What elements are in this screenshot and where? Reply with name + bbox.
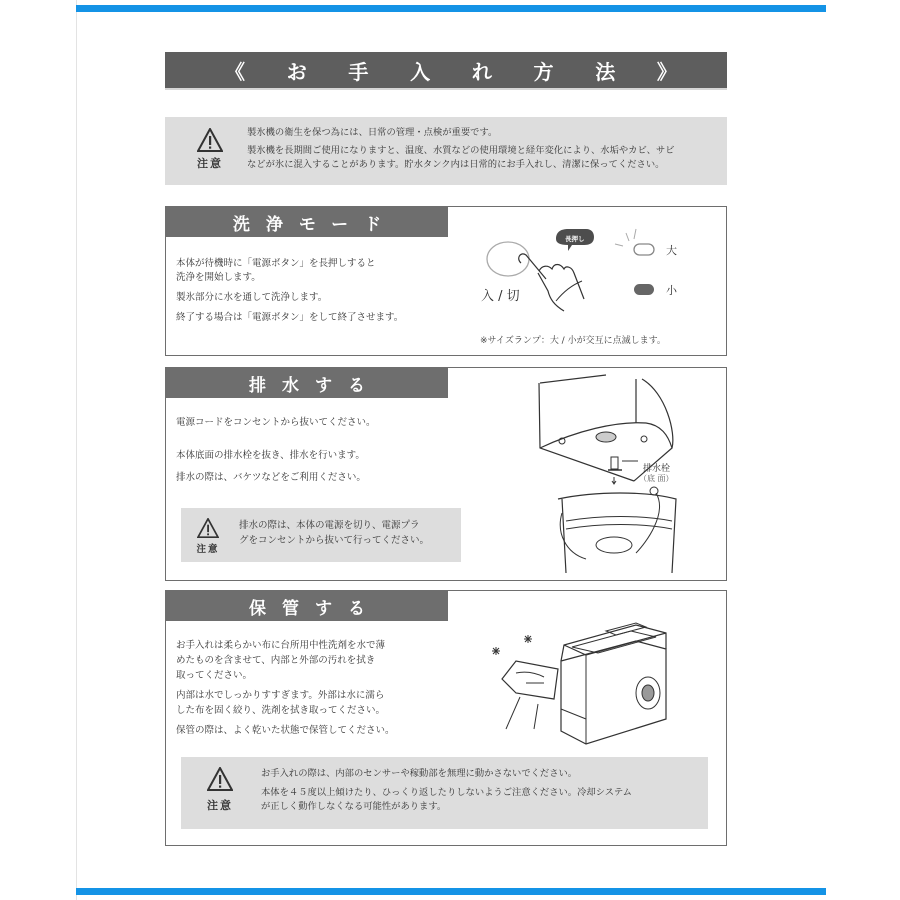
title-left-bracket: 《: [225, 59, 245, 84]
section-header: [166, 591, 448, 621]
caution-line: お手入れの際は、内部のセンサーや稼動部を無理に動かさないでください。: [261, 768, 578, 779]
section-header: [166, 368, 448, 398]
body-line: 電源コードをコンセントから抜いてください。: [176, 417, 376, 428]
section-body: [176, 416, 376, 484]
section-drain: [165, 367, 727, 581]
caution-text: [239, 518, 429, 562]
title-char: 手: [348, 59, 369, 84]
drain-illustration: [496, 373, 726, 578]
body-line: 本体底面の排水栓を抜き、排水を行います。: [176, 450, 365, 461]
bottom-accent-bar: [76, 888, 826, 895]
title-char: 法: [595, 59, 616, 84]
body-line: お手入れは柔らかい布に台所用中性洗剤を水で薄: [176, 640, 386, 651]
lamp-small-label: 小: [666, 284, 677, 297]
title-char: お: [286, 59, 307, 84]
body-line: めたものを含ませて、内部と外部の汚れを拭き: [176, 655, 376, 666]
caution-label: 注意: [196, 544, 220, 555]
section-body: [176, 638, 395, 738]
long-press-bubble: 長押し: [565, 235, 585, 243]
top-accent-bar: [76, 5, 826, 12]
body-line: 内部は水でしっかりすすぎます。外部は水に濡ら: [176, 690, 385, 701]
body-line: 排水の際は、バケツなどをご利用ください。: [176, 472, 366, 483]
section-title: 排水する: [249, 375, 381, 396]
long-press-hand-illustration: [476, 221, 716, 331]
title-right-bracket: 》: [656, 59, 677, 84]
caution-label: 注意: [197, 157, 223, 170]
cleaning-mode-illustration: [476, 221, 716, 351]
drain-plug-sublabel: （底 面）: [639, 474, 674, 483]
caution-line: 本体を４５度以上傾けたり、ひっくり返したりしないようご注意ください。冷却システム: [261, 787, 632, 798]
caution-badge: [195, 128, 225, 185]
intro-text: [247, 126, 675, 185]
storage-caution-box: [181, 757, 708, 829]
caution-line: グをコンセントから抜いて行ってください。: [239, 535, 430, 546]
drain-caution-box: [181, 508, 461, 562]
section-cleaning-mode: [165, 206, 727, 356]
caution-text: [261, 767, 632, 829]
body-line: 終了する場合は「電源ボタン」をして終了させます。: [176, 312, 404, 323]
caution-label: 注意: [207, 799, 233, 812]
caution-badge: [205, 767, 235, 829]
intro-caution-box: [165, 117, 727, 185]
section-header: [166, 207, 448, 237]
intro-line: 製氷機を長期間ご使用になりますと、温度、水質などの使用環境と経年変化により、水垢やカビ、サビ: [247, 145, 675, 156]
storage-illustration: [486, 609, 676, 749]
body-line: した布を固く絞り、洗剤を拭き取ってください。: [176, 705, 386, 716]
caution-line: が正しく動作しなくなる可能性があります。: [261, 801, 447, 812]
section-title: 保管する: [249, 598, 381, 619]
intro-line: などが氷に混入することがあります。貯水タンク内は日常的にお手入れし、清潔に保ってください。: [247, 159, 665, 170]
warning-triangle-icon: [197, 128, 223, 152]
page-title: [165, 52, 727, 90]
drain-plug-bucket-illustration: [496, 373, 726, 578]
power-button-label: 入 / 切: [481, 289, 520, 304]
section-title: 洗浄モード: [232, 214, 398, 235]
body-line: 保管の際は、よく乾いた状態で保管してください。: [176, 725, 395, 736]
caution-line: 排水の際は、本体の電源を切り、電源プラ: [239, 520, 420, 531]
warning-triangle-icon: [207, 767, 233, 791]
caution-badge: [195, 518, 221, 562]
warning-triangle-icon: [197, 518, 219, 538]
body-line: 本体が待機時に「電源ボタン」を長押しすると: [176, 258, 376, 269]
section-storage: [165, 590, 727, 846]
wiping-ice-maker-illustration: [486, 609, 676, 749]
title-char: れ: [471, 59, 492, 84]
size-lamp-note: ※サイズランプ：大 / 小が交互に点滅します。: [480, 336, 666, 346]
body-line: 製氷部分に水を通して洗浄します。: [176, 292, 328, 303]
title-char: 入: [410, 59, 431, 84]
lamp-large-label: 大: [666, 244, 677, 257]
intro-line: 製氷機の衛生を保つ為には、日常の管理・点検が重要です。: [247, 127, 498, 138]
body-line: 取ってください。: [176, 670, 253, 681]
section-body: [176, 257, 403, 325]
body-line: 洗浄を開始します。: [176, 272, 261, 283]
title-char: 方: [533, 59, 554, 84]
drain-plug-label: 排水栓: [643, 464, 671, 474]
